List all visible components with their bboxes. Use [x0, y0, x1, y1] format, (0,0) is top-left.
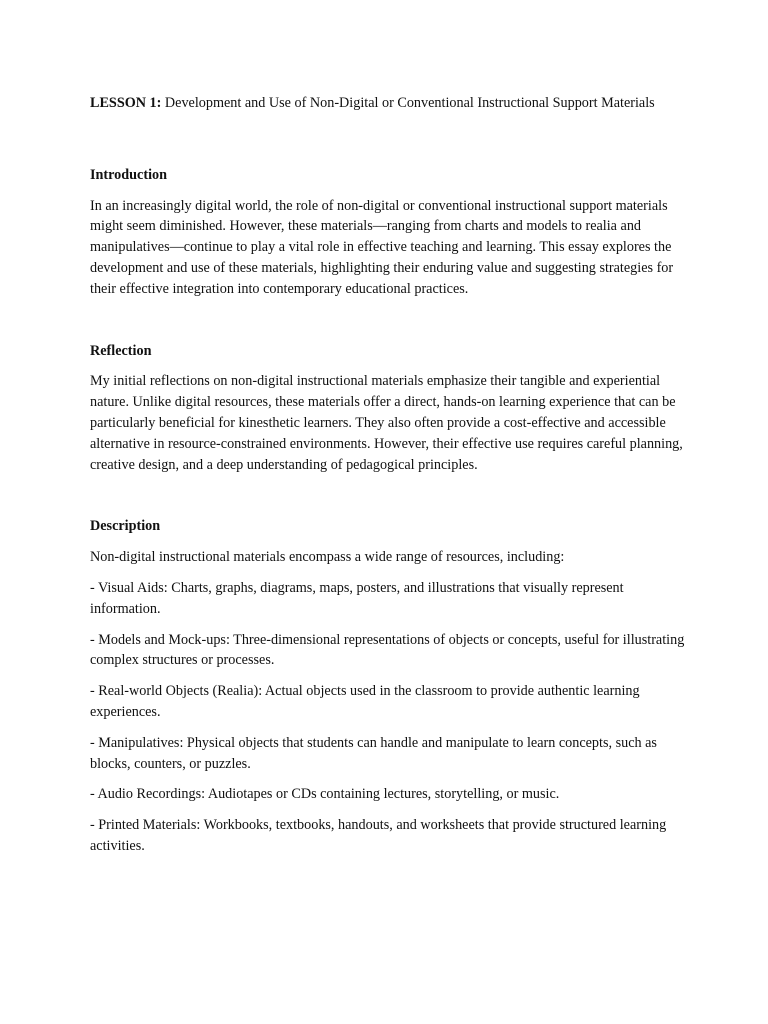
description-heading: Description — [90, 518, 161, 535]
list-item-realia: - Real-world Objects (Realia): Actual objects used in the classroom to provide authentic learning experiences. — [90, 683, 640, 720]
reflection-heading: Reflection — [90, 342, 152, 359]
list-item-printed: - Printed Materials: Workbooks, textbooks, handouts, and worksheets that provide structured learning activities. — [90, 817, 667, 854]
list-item-models: - Models and Mock-ups: Three-dimensional representations of objects or concepts, useful for illustrating complex structures or processes. — [90, 631, 685, 669]
list-item-visual-aids: - Visual Aids: Charts, graphs, diagrams, maps, posters, and illustrations that visually represent information. — [90, 579, 624, 617]
introduction-paragraph: In an increasingly digital world, the role of non-digital or conventional instructional support materials might seem diminished. However, these materials—ranging from charts and models to realia and manipulatives—continue to play a vital role in effective teaching and learning. This essay explores the development and use of these materials, highlighting their enduring value and suggesting strategies for their effective integration into contemporary educational practices. — [90, 197, 674, 297]
lesson-title-text: Development and Use of Non-Digital or Conventional Instructional Support Materials — [164, 95, 655, 111]
lesson-title — [90, 93, 690, 114]
description-intro: Non-digital instructional materials encompass a wide range of resources, including: — [90, 549, 565, 566]
reflection-paragraph: My initial reflections on non-digital instructional materials emphasize their tangible and experiential nature. Unlike digital resources, these materials offer a direct, hands-on learning experience that can be particularly beneficial for kinesthetic learners. They also often provide a cost-effective and accessible alternative in resource-constrained environments. However, their effective use requires careful planning, creative design, and a deep understanding of pedagogical principles. — [90, 373, 683, 473]
document-page — [90, 93, 690, 857]
list-item-audio: - Audio Recordings: Audiotapes or CDs containing lectures, storytelling, or music. — [90, 786, 560, 803]
list-item-manipulatives: - Manipulatives: Physical objects that students can handle and manipulate to learn concepts, such as blocks, counters, or puzzles. — [90, 734, 657, 772]
lesson-label: LESSON 1: — [90, 95, 162, 111]
introduction-heading: Introduction — [90, 166, 167, 183]
